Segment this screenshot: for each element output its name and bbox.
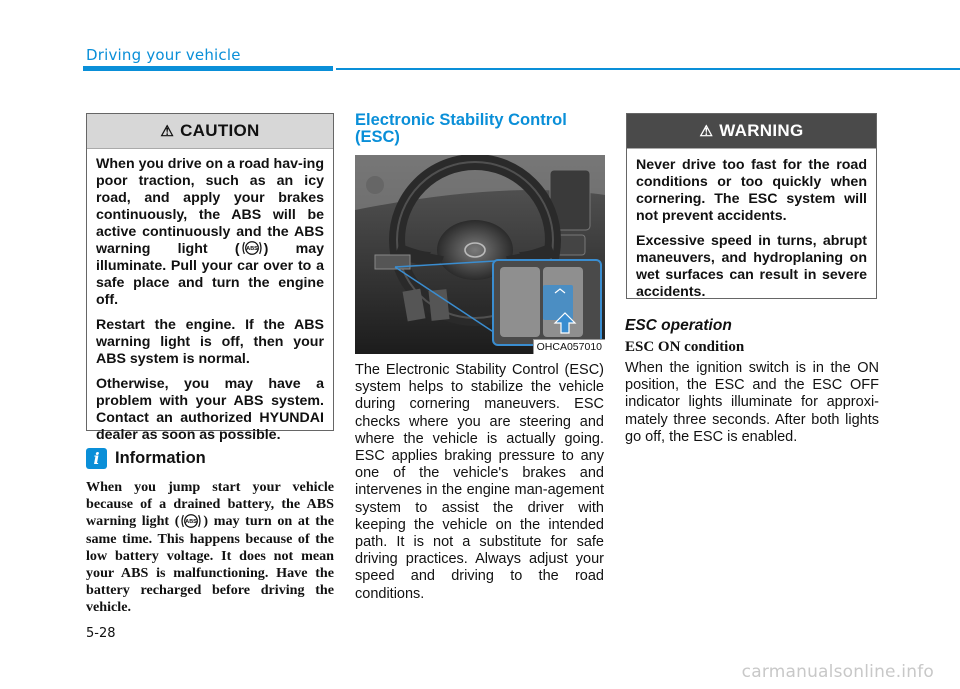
warning-box (626, 113, 877, 299)
warning-paragraph-2: Excessive speed in turns, abrupt maneuvers, and hydroplaning on wet surfaces can result in severe accidents. (636, 233, 867, 300)
header-rule-thick (83, 66, 333, 71)
caution-title: CAUTION (180, 121, 260, 140)
watermark: carmanualsonline.info (741, 662, 934, 682)
caution-box (86, 113, 334, 443)
esc-operation-title: ESC operation (625, 317, 732, 334)
warning-body (627, 149, 876, 309)
info-icon: i (86, 448, 107, 469)
section-title: Driving your vehicle (86, 46, 241, 64)
information-text: When you jump start your vehicle because of a drained battery, the ABS warning light ( ABS ) may turn on at the same time. This happens because of the low battery voltage. It does not mean your ABS is malfunctioning. Have the battery recharged before driving the vehicle. (86, 479, 334, 616)
information-header (86, 446, 334, 470)
caution-triangle-icon: ⚠ (160, 123, 175, 140)
information-section (86, 446, 334, 617)
esc-title: Electronic Stability Control (ESC) (355, 111, 567, 146)
abs-icon-label: ABS (245, 245, 258, 252)
abs-icon-label-inline: ABS (185, 518, 198, 525)
header-rule-thin (336, 68, 960, 70)
warning-header (627, 114, 876, 149)
esc-description: The Electronic Stability Control (ESC) system helps to stabilize the vehicle during cornering maneuvers. ESC checks where you are steering and where the vehicle is actually going. ESC applies braking pressure to any one of the vehicle's brakes and intervenes in the engine man-agement system to assist the driver with keeping the vehicle on the intended path. It is not a substitute for safe driving practices. Always adjust your speed and driving to the road conditions. (355, 362, 604, 602)
warning-title: WARNING (719, 121, 804, 140)
abs-warning-icon-inline (180, 512, 202, 530)
caution-paragraph-3: Otherwise, you may have a problem with your ABS system. Contact an authorized HYUNDAI dealer as soon as possible. (96, 376, 324, 443)
warning-paragraph-1: Never drive too fast for the road conditions or too quickly when cornering. The ESC system will not prevent accidents. (636, 157, 867, 224)
warning-triangle-icon: ⚠ (699, 123, 714, 140)
image-code: OHCA057010 (533, 339, 605, 354)
caution-body (87, 149, 333, 452)
dashboard-illustration (355, 155, 605, 354)
esc-on-condition-title: ESC ON condition (625, 339, 745, 355)
caution-header (87, 114, 333, 149)
caution-paragraph-1: When you drive on a road hav-ing poor traction, such as an icy road, and apply your brakes continuously, the ABS will be active continuously and the ABS warning light ( ABS ) may illuminate. Pull your car over to a safe place and turn the engine off. (96, 156, 325, 308)
page-number: 5-28 (86, 626, 116, 641)
esc-dashboard-photo (355, 155, 605, 354)
information-title: Information (115, 448, 206, 467)
esc-on-condition-text: When the ignition switch is in the ON position, the ESC and the ESC OFF indicator lights illuminate for approxi-mately three seconds. After both lights go off, the ESC is enabled. (625, 360, 879, 445)
abs-warning-icon (241, 239, 263, 257)
caution-paragraph-2: Restart the engine. If the ABS warning light is off, then your ABS system is normal. (96, 317, 324, 367)
